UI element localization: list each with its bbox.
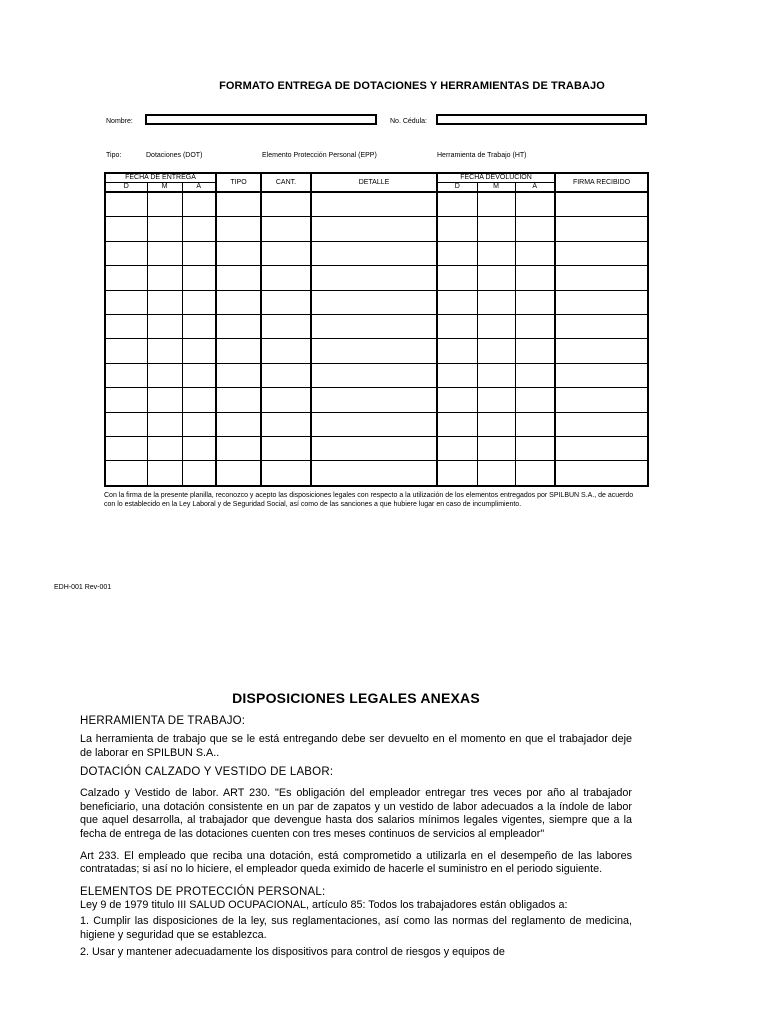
table-row xyxy=(105,436,648,460)
table-cell[interactable] xyxy=(216,363,261,387)
table-cell[interactable] xyxy=(105,363,147,387)
table-cell[interactable] xyxy=(437,241,477,265)
fecha-entrega-header: FECHA DE ENTREGA xyxy=(105,173,216,183)
table-cell[interactable] xyxy=(555,241,648,265)
table-cell[interactable] xyxy=(216,412,261,436)
firma-header: FIRMA RECIBIDO xyxy=(555,173,648,192)
table-cell[interactable] xyxy=(261,363,311,387)
entrega-anio-header: A xyxy=(182,183,216,193)
table-cell[interactable] xyxy=(105,339,147,363)
table-cell[interactable] xyxy=(216,339,261,363)
table-cell[interactable] xyxy=(311,339,437,363)
table-cell[interactable] xyxy=(311,388,437,412)
table-cell[interactable] xyxy=(105,241,147,265)
table-cell[interactable] xyxy=(555,412,648,436)
herramienta-heading: HERRAMIENTA DE TRABAJO: xyxy=(80,715,246,727)
table-cell[interactable] xyxy=(515,192,555,217)
table-cell[interactable] xyxy=(477,266,515,290)
table-row xyxy=(105,339,648,363)
table-cell[interactable] xyxy=(182,241,216,265)
epp-paragraph: Ley 9 de 1979 titulo III SALUD OCUPACIONAL, artículo 85: Todos los trabajadores están obligados a: xyxy=(80,898,568,911)
table-cell[interactable] xyxy=(105,461,147,486)
entrega-table xyxy=(104,172,649,487)
table-cell[interactable] xyxy=(182,461,216,486)
table-cell[interactable] xyxy=(147,217,182,241)
detalle-header: DETALLE xyxy=(311,173,437,192)
table-cell[interactable] xyxy=(147,192,182,217)
fecha-devolucion-header: FECHA DEVOLUCIÓN xyxy=(437,173,555,183)
table-cell[interactable] xyxy=(515,339,555,363)
table-cell[interactable] xyxy=(477,363,515,387)
table-cell[interactable] xyxy=(555,290,648,314)
table-cell[interactable] xyxy=(555,266,648,290)
table-cell[interactable] xyxy=(515,436,555,460)
table-row xyxy=(105,241,648,265)
table-cell[interactable] xyxy=(182,412,216,436)
table-cell[interactable] xyxy=(261,241,311,265)
table-cell[interactable] xyxy=(261,192,311,217)
table-cell[interactable] xyxy=(477,217,515,241)
table-cell[interactable] xyxy=(555,363,648,387)
table-cell[interactable] xyxy=(147,339,182,363)
declaration-text: Con la firma de la presente planilla, reconozco y acepto las disposiciones legales con respecto a la utilización de los elementos entregados por SPILBUN S.A., de acuerdo con lo establecido en la Ley Laboral y de Seguridad Social, así como de las sanciones a que hubiere lugar en caso de incumplimiento. xyxy=(104,492,634,508)
table-cell[interactable] xyxy=(216,192,261,217)
table-cell[interactable] xyxy=(105,192,147,217)
table-cell[interactable] xyxy=(311,314,437,338)
table-cell[interactable] xyxy=(437,363,477,387)
tipo-option-ht: Herramienta de Trabajo (HT) xyxy=(437,152,527,159)
table-cell[interactable] xyxy=(555,339,648,363)
table-cell[interactable] xyxy=(437,339,477,363)
table-cell[interactable] xyxy=(311,266,437,290)
table-cell[interactable] xyxy=(555,436,648,460)
table-cell[interactable] xyxy=(515,290,555,314)
table-cell[interactable] xyxy=(105,217,147,241)
table-cell[interactable] xyxy=(311,461,437,486)
devolucion-anio-header: A xyxy=(515,183,555,193)
cant-header: CANT. xyxy=(261,173,311,192)
table-cell[interactable] xyxy=(261,388,311,412)
legal-section xyxy=(80,690,632,959)
cedula-label: No. Cédula: xyxy=(390,118,427,125)
table-cell[interactable] xyxy=(105,388,147,412)
table-row xyxy=(105,363,648,387)
document-code: EDH-001 Rev-001 xyxy=(54,584,112,591)
table-cell[interactable] xyxy=(147,241,182,265)
table-cell[interactable] xyxy=(477,461,515,486)
tipo-option-epp: Elemento Protección Personal (EPP) xyxy=(262,152,377,159)
nombre-field[interactable] xyxy=(145,114,377,125)
epp-item-2: 2. Usar y mantener adecuadamente los dispositivos para control de riesgos y equipos de xyxy=(80,945,505,958)
table-row xyxy=(105,314,648,338)
table-cell[interactable] xyxy=(147,363,182,387)
table-cell[interactable] xyxy=(515,461,555,486)
table-cell[interactable] xyxy=(182,290,216,314)
table-cell[interactable] xyxy=(555,461,648,486)
tipo-option-dot: Dotaciones (DOT) xyxy=(146,152,203,159)
table-cell[interactable] xyxy=(437,217,477,241)
table-cell[interactable] xyxy=(477,436,515,460)
table-cell[interactable] xyxy=(147,436,182,460)
table-cell[interactable] xyxy=(477,290,515,314)
table-cell[interactable] xyxy=(515,266,555,290)
cedula-field[interactable] xyxy=(436,114,647,125)
table-cell[interactable] xyxy=(216,217,261,241)
table-cell[interactable] xyxy=(182,363,216,387)
table-cell[interactable] xyxy=(311,241,437,265)
table-cell[interactable] xyxy=(515,412,555,436)
form-title: FORMATO ENTREGA DE DOTACIONES Y HERRAMIENTAS DE TRABAJO xyxy=(219,80,605,92)
table-cell[interactable] xyxy=(182,388,216,412)
table-cell[interactable] xyxy=(311,192,437,217)
table-cell[interactable] xyxy=(105,314,147,338)
table-row xyxy=(105,217,648,241)
table-cell[interactable] xyxy=(311,217,437,241)
entrega-dia-header: D xyxy=(105,183,147,193)
table-cell[interactable] xyxy=(147,412,182,436)
table-cell[interactable] xyxy=(555,388,648,412)
table-cell[interactable] xyxy=(216,266,261,290)
table-cell[interactable] xyxy=(105,266,147,290)
table-cell[interactable] xyxy=(477,388,515,412)
table-cell[interactable] xyxy=(311,363,437,387)
table-cell[interactable] xyxy=(437,412,477,436)
table-cell[interactable] xyxy=(311,412,437,436)
table-row xyxy=(105,388,648,412)
table-cell[interactable] xyxy=(182,314,216,338)
table-cell[interactable] xyxy=(477,412,515,436)
table-cell[interactable] xyxy=(261,436,311,460)
table-row xyxy=(105,461,648,486)
table-row xyxy=(105,192,648,217)
table-cell[interactable] xyxy=(147,314,182,338)
table-cell[interactable] xyxy=(437,266,477,290)
table-cell[interactable] xyxy=(105,436,147,460)
table-cell[interactable] xyxy=(182,339,216,363)
epp-heading: ELEMENTOS DE PROTECCIÓN PERSONAL: xyxy=(80,885,326,898)
dotacion-paragraph: Calzado y Vestido de labor. ART 230. "Es obligación del empleador entregar tres veces por año al trabajador beneficiario, una dotación consistente en un par de zapatos y un vestido de labor adecuados a la índole de labor que aquel desarrolla, al trabajador que devengue hasta dos salarios mínimos legales vigentes, siempre que a la fecha de entrega de las dotaciones cuenten con tres meses continuos de servicios al empleador" xyxy=(80,787,632,840)
table-cell[interactable] xyxy=(555,217,648,241)
table-cell[interactable] xyxy=(182,266,216,290)
table-cell[interactable] xyxy=(216,314,261,338)
table-cell[interactable] xyxy=(477,241,515,265)
table-cell[interactable] xyxy=(216,388,261,412)
epp-item-1: 1. Cumplir las disposiciones de la ley, sus reglamentaciones, así como las normas del reglamento de medicina, higiene y seguridad que se establezca. xyxy=(80,915,632,941)
table-cell[interactable] xyxy=(437,436,477,460)
table-cell[interactable] xyxy=(261,339,311,363)
table-cell[interactable] xyxy=(555,314,648,338)
table-cell[interactable] xyxy=(437,192,477,217)
table-cell[interactable] xyxy=(261,412,311,436)
table-cell[interactable] xyxy=(311,436,437,460)
table-cell[interactable] xyxy=(477,339,515,363)
table-cell[interactable] xyxy=(261,290,311,314)
table-row xyxy=(105,412,648,436)
table-cell[interactable] xyxy=(147,266,182,290)
table-cell[interactable] xyxy=(437,314,477,338)
table-cell[interactable] xyxy=(261,314,311,338)
table-cell[interactable] xyxy=(216,241,261,265)
table-cell[interactable] xyxy=(182,217,216,241)
table-cell[interactable] xyxy=(477,192,515,217)
table-cell[interactable] xyxy=(515,314,555,338)
table-cell[interactable] xyxy=(477,314,515,338)
table-cell[interactable] xyxy=(437,290,477,314)
table-cell[interactable] xyxy=(311,290,437,314)
table-body xyxy=(105,192,648,486)
table-cell[interactable] xyxy=(515,388,555,412)
table-cell[interactable] xyxy=(147,290,182,314)
tipo-header: TIPO xyxy=(216,173,261,192)
table-cell[interactable] xyxy=(515,363,555,387)
table-cell[interactable] xyxy=(182,436,216,460)
table-cell[interactable] xyxy=(147,461,182,486)
devolucion-mes-header: M xyxy=(477,183,515,193)
table-cell[interactable] xyxy=(105,412,147,436)
legal-title: DISPOSICIONES LEGALES ANEXAS xyxy=(232,690,480,706)
table-cell[interactable] xyxy=(105,290,147,314)
table-cell[interactable] xyxy=(261,266,311,290)
table-cell[interactable] xyxy=(437,461,477,486)
table-cell[interactable] xyxy=(261,217,311,241)
table-cell[interactable] xyxy=(182,192,216,217)
tipo-label: Tipo: xyxy=(106,152,122,159)
table-cell[interactable] xyxy=(147,388,182,412)
table-row xyxy=(105,266,648,290)
table-cell[interactable] xyxy=(216,436,261,460)
table-cell[interactable] xyxy=(515,241,555,265)
table-cell[interactable] xyxy=(216,461,261,486)
devolucion-dia-header: D xyxy=(437,183,477,193)
nombre-label: Nombre: xyxy=(106,118,133,125)
entrega-mes-header: M xyxy=(147,183,182,193)
table-cell[interactable] xyxy=(437,388,477,412)
table-cell[interactable] xyxy=(216,290,261,314)
table-cell[interactable] xyxy=(515,217,555,241)
table-cell[interactable] xyxy=(555,192,648,217)
table-cell[interactable] xyxy=(261,461,311,486)
art233-paragraph: Art 233. El empleado que reciba una dotación, está comprometido a utilizarla en el desempeño de las labores contratadas; si así no lo hiciere, el empleador queda eximido de hacerle el suministro en el periodo siguiente. xyxy=(80,849,632,876)
table-row xyxy=(105,290,648,314)
dotacion-heading: DOTACIÓN CALZADO Y VESTIDO DE LABOR: xyxy=(80,766,334,779)
herramienta-paragraph: La herramienta de trabajo que se le está entregando debe ser devuelto en el momento en que el trabajador deje de laborar en SPILBUN S.A.. xyxy=(80,733,632,759)
